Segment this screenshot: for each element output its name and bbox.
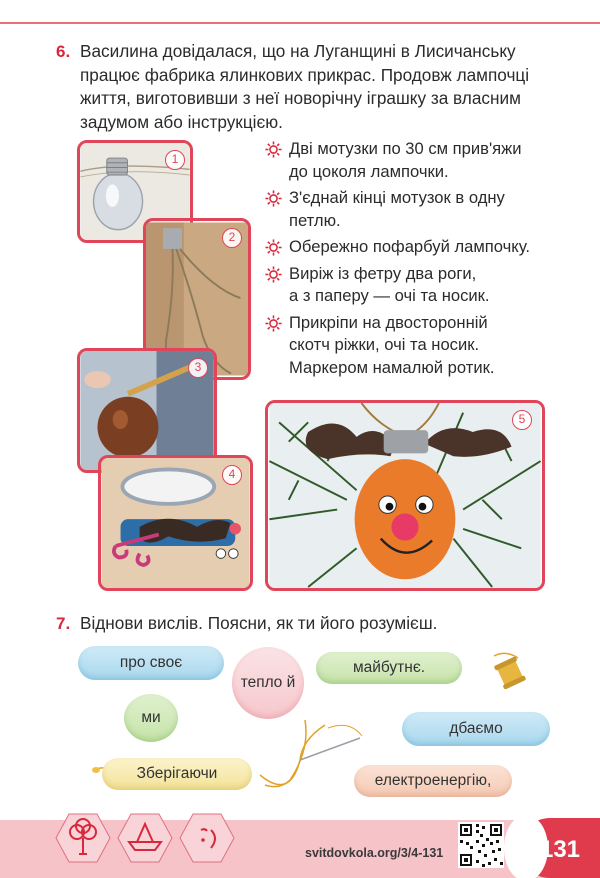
task-6-line: працює фабрика ялинкових прикрас. Продовж лампочці: [80, 64, 530, 85]
word-card[interactable]: дбаємо: [402, 712, 550, 746]
step-item: [265, 312, 565, 380]
task-6-number: 6.: [56, 42, 71, 61]
task-7-number: 7.: [56, 614, 71, 633]
reindeer-ornament-image: [268, 403, 542, 588]
smile-icon: [179, 810, 235, 866]
tree-icon: [55, 810, 111, 866]
instruction-steps: [265, 138, 565, 383]
footer-url[interactable]: svitdovkola.org/3/4-131: [305, 846, 444, 860]
qr-code-icon[interactable]: [458, 822, 504, 868]
photo-label: 3: [188, 358, 208, 378]
step-line: Дві мотузки по 30 см прив'яжи: [289, 139, 522, 158]
task-6-line: задумом або інструкцією.: [80, 111, 283, 132]
task-6-line: Василина довідалася, що на Луганщині в Лисичанську: [80, 41, 516, 61]
task-6-line: життя, виготовивши з неї новорічну іграшку за власним: [80, 88, 521, 108]
step-line: Обережно пофарбуй лампочку.: [289, 237, 530, 256]
task-6-text: [80, 40, 580, 134]
step-item: [265, 236, 565, 259]
step-item: [265, 138, 565, 183]
photo-label: 5: [512, 410, 532, 430]
photo-label: 1: [165, 150, 185, 170]
photo-label: 2: [222, 228, 242, 248]
page-number: 131: [539, 836, 581, 863]
sun-bullet-icon: [265, 315, 282, 332]
sun-bullet-icon: [265, 239, 282, 256]
word-card[interactable]: Зберігаючи: [102, 758, 252, 790]
step-line: петлю.: [289, 210, 341, 230]
step-line: Прикріпи на двосторонній: [289, 312, 488, 332]
sun-bullet-icon: [265, 141, 282, 158]
paper-boat-icon: [117, 810, 173, 866]
step-line: скотч ріжки, очі та носик.: [289, 335, 480, 354]
step-line: до цоколя лампочки.: [289, 161, 449, 181]
word-card[interactable]: електроенергію,: [354, 765, 512, 797]
step-line: Маркером намалюй ротик.: [289, 357, 495, 377]
word-card[interactable]: про своє: [78, 646, 224, 680]
word-card[interactable]: ми: [124, 694, 178, 742]
photo-reindeer-ornament: [265, 400, 545, 591]
thread-spool-icon: [488, 648, 530, 690]
sun-bullet-icon: [265, 190, 282, 207]
photo-label: 4: [222, 465, 242, 485]
step-item: [265, 263, 565, 308]
top-rule: [0, 22, 600, 24]
sun-bullet-icon: [265, 266, 282, 283]
task-7-instruction: Віднови вислів. Поясни, як ти його розумієш.: [80, 613, 438, 633]
step-line: а з паперу — очі та носик.: [289, 286, 490, 305]
step-line: З'єднай кінці мотузок в одну: [289, 188, 505, 207]
word-card[interactable]: теплo й: [232, 647, 304, 719]
word-card[interactable]: майбутнє.: [316, 652, 462, 684]
step-line: Виріж із фетру два роги,: [289, 263, 477, 283]
step-item: [265, 187, 565, 232]
